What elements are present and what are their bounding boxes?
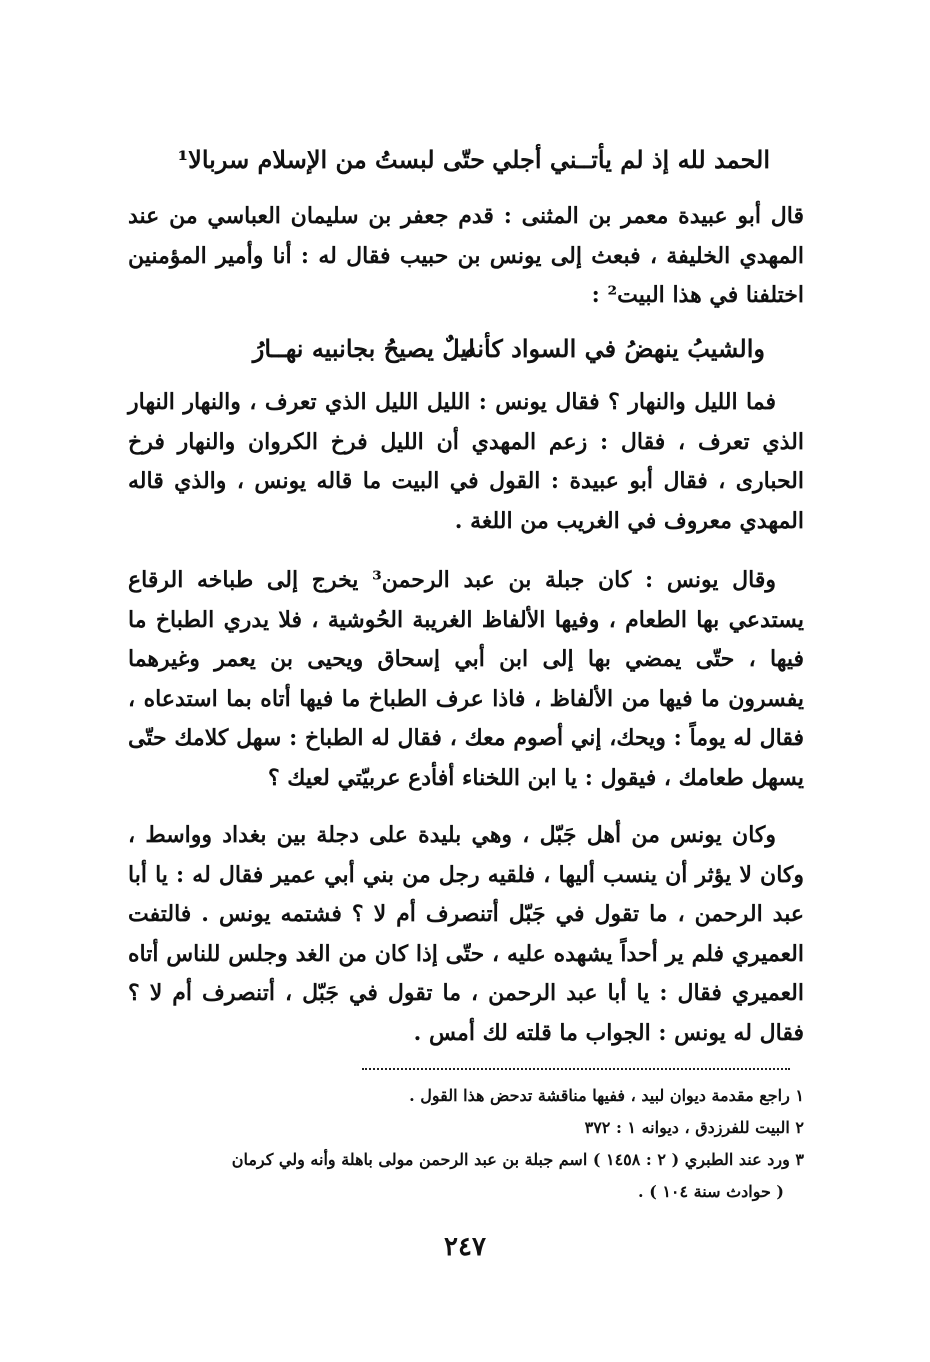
verse-2-second-hemistich: ليلٌ يصيحُ بجانبيه نهــارُ [252,334,475,363]
footnote-3: ٣ ورد عند الطبري ( ٢ : ١٤٥٨ ) اسم جبلة بن عبد الرحمن مولى باهلة وأنه ولي كرمان [231,1150,804,1169]
paragraph-4: وكان يونس من أهل جَبّل ، وهي بليدة على دجلة بين بغداد وواسط ، وكان لا يؤثر أن ينسب أليها ، فلقيه رجل من بني أبي عمير فقال له : يا أبا عبد الرحمن ، ما تقول في جَبّل أتنصرف أم لا ؟ فشتمه يونس . فالتفت العميري فلم ير أحداً يشهده عليه ، حتّى إذا كان من الغد وجلس للناس أتاه العميري فقال : يا أبا عبد الرحمن ، ما تقول في جَبّل ، أتنصرف أم لا ؟ فقال له يونس : الجواب ما قلته لك أمس . [128,822,804,1046]
footnote-2: ٢ البيت للفرزدق ، ديوانه ١ : ٣٧٢ [584,1118,804,1137]
page-number: ٢٤٧ [444,1232,486,1262]
footnote-1: ١ راجع مقدمة ديوان لبيد ، ففيها مناقشة تدحض هذا القول . [409,1086,804,1105]
paragraph-2: فما الليل والنهار ؟ فقال يونس : الليل الليل الذي تعرف ، والنهار النهار الذي تعرف ، فقال : زعم المهدي أن الليل فرخ الكروان والنهار فرخ الحبارى ، فقال أبو عبيدة : القول في البيت ما قاله يونس ، والذي قاله المهدي معروف في الغريب من اللغة . [128,389,804,534]
footnote-separator [362,1068,790,1070]
paragraph-1: قال أبو عبيدة معمر بن المثنى : قدم جعفر بن سليمان العباسي من عند المهدي الخليفة ، فبعث إلى يونس بن حبيب فقال له : أنا وأمير المؤمنين اختلفنا في هذا البيت² : [128,203,804,308]
footnotes [128,1080,804,1208]
verse-1-first-hemistich: الحمد لله إذ لم يأتــني أجلي [492,145,770,174]
footnote-3-continuation: ( حوادث سنة ١٠٤ ) . [638,1182,784,1201]
paragraph-3: وقال يونس : كان جبلة بن عبد الرحمن³ يخرج إلى طباخه الرقاع يستدعي بها الطعام ، وفيها الألفاظ الغريبة الحُوشية ، فلا يدري الطباخ ما فيها ، حتّى يمضي بها إلى ابن أبي إسحاق ويحيى بن يعمر وغيرهما يفسرون ما فيها من الألفاظ ، فاذا عرف الطباخ ما فيها أتاه بما استدعاه ، فقال له يوماً : ويحك، إني أصوم معك ، فقال له الطباخ : سهل كلامك حتّى يسهل طعامك ، فيقول : يا ابن اللخناء أفأدع عربيّتي لعيك ؟ [128,567,804,791]
verse-1-second-hemistich: حتّى لبستُ من الإسلام سربالا¹ [177,145,485,174]
verse-2-first-hemistich: والشيبُ ينهضُ في السواد كأنه [464,334,765,363]
